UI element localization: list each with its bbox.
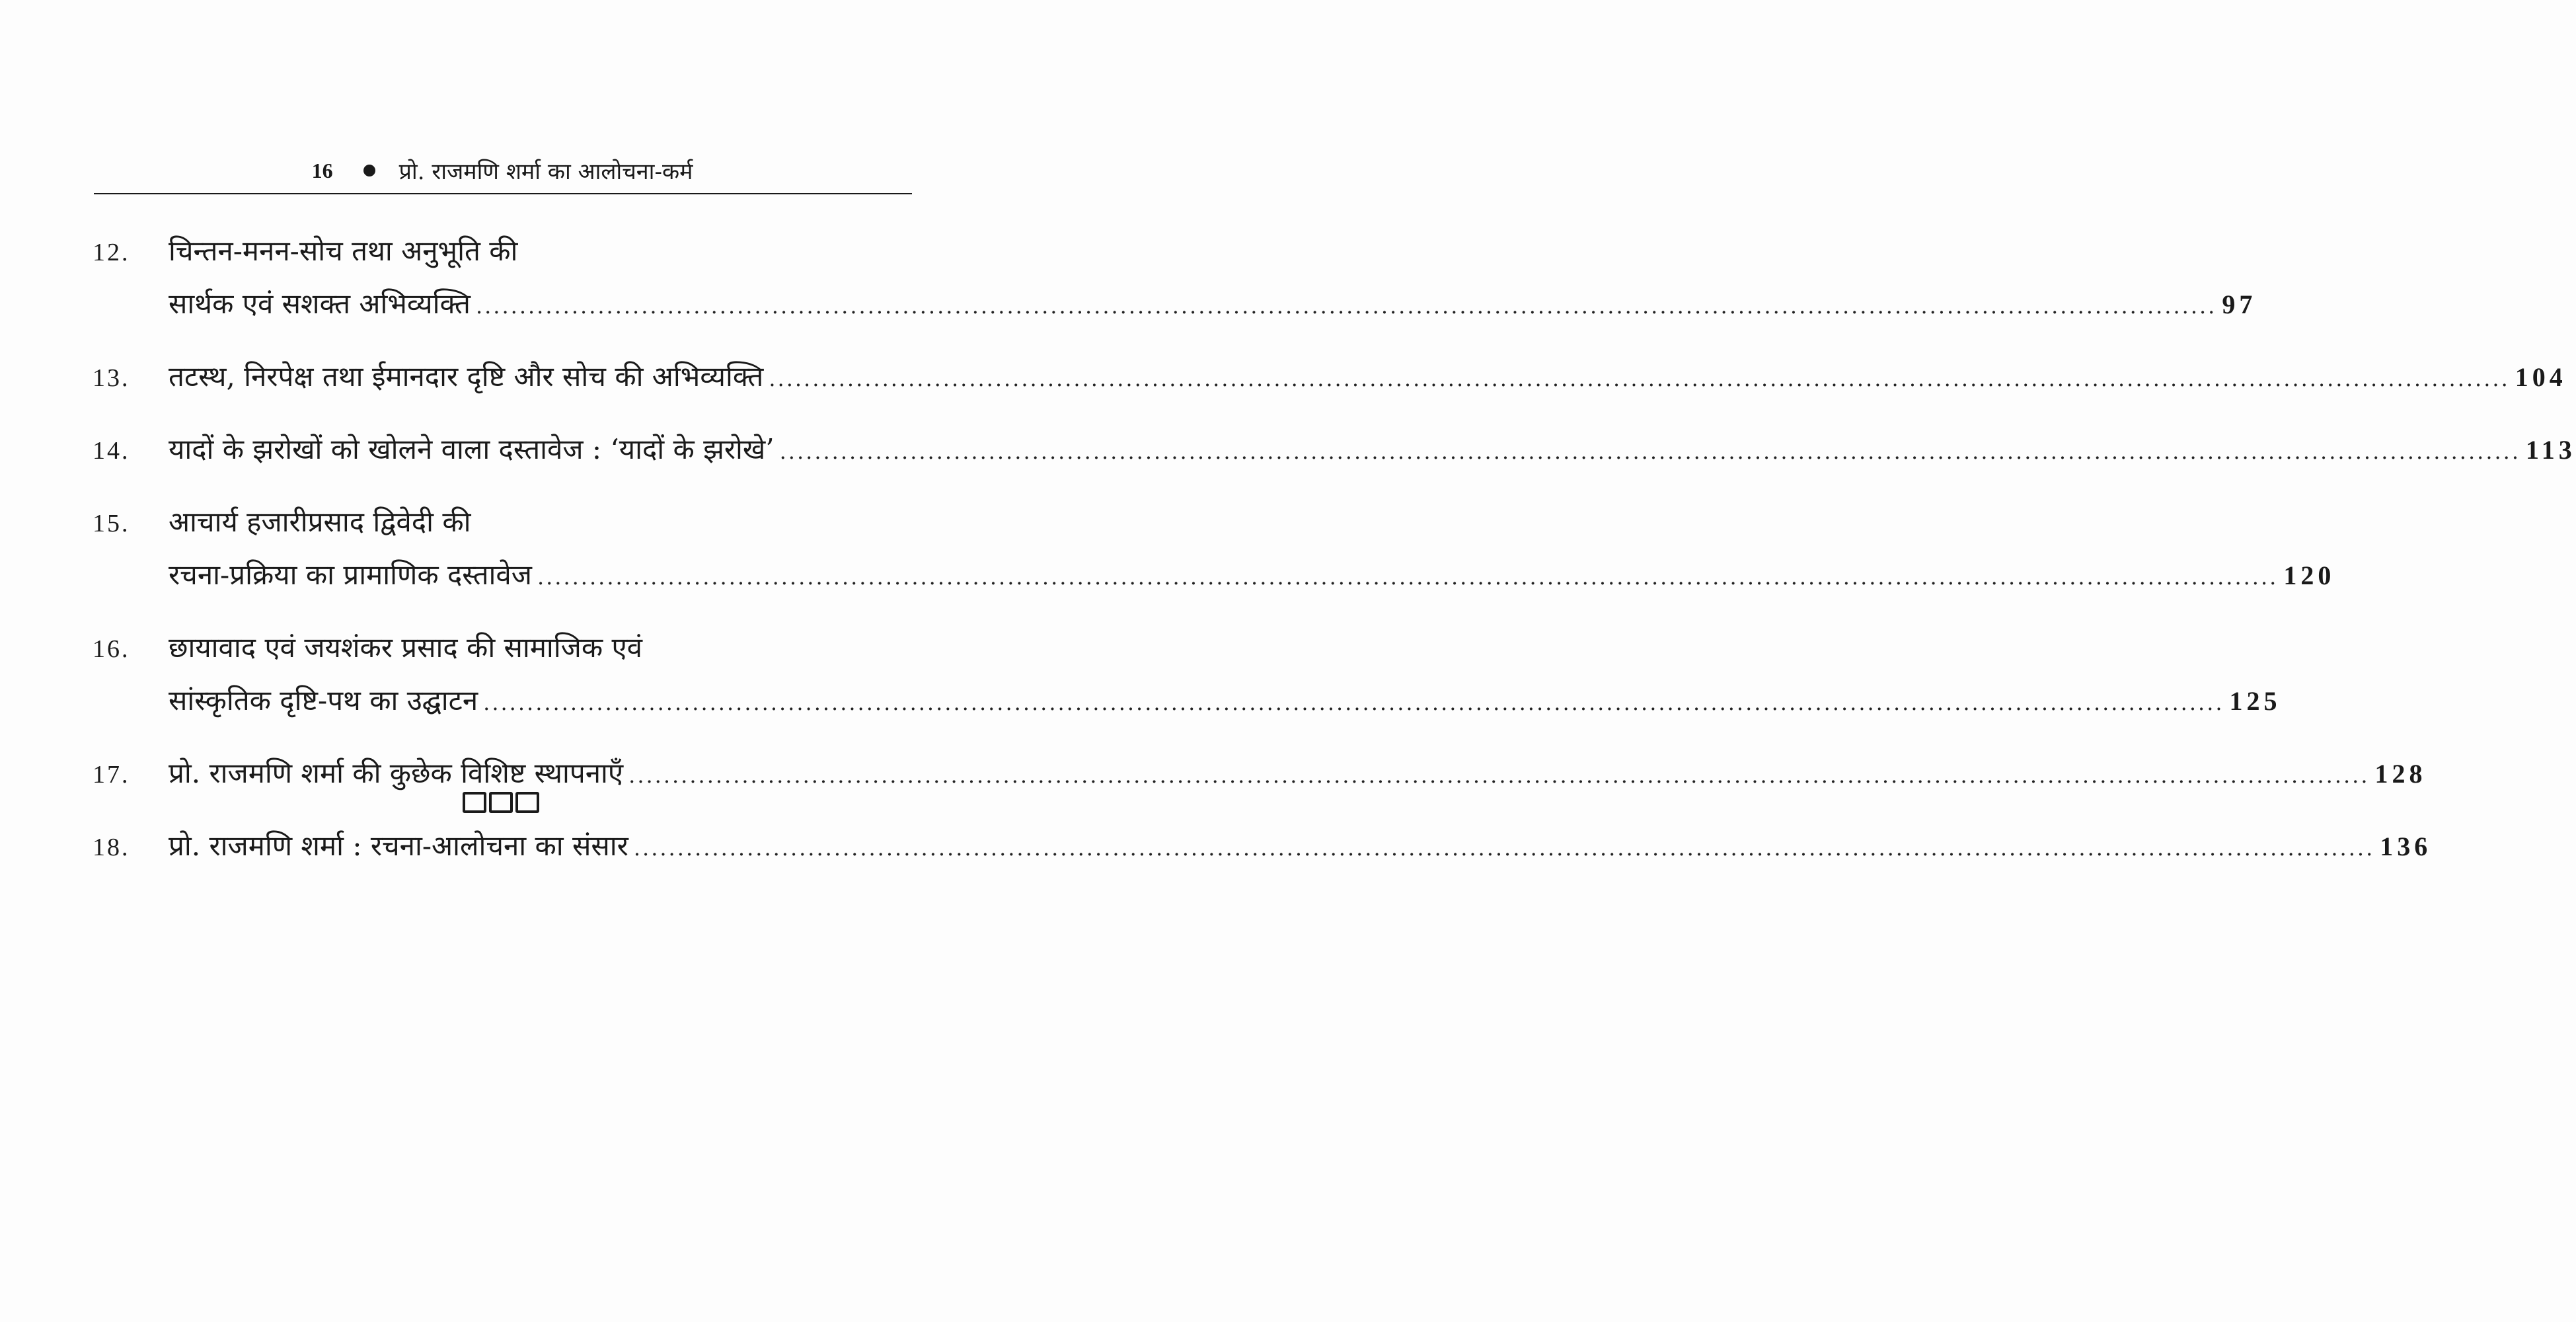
dot-leader: ........................................................................................................................................................................................................ [537, 564, 2279, 590]
dot-leader: ........................................................................................................................................................................................................ [483, 690, 2224, 715]
toc-entry-page: 120 [2283, 561, 2335, 590]
toc-entry-number: 17. [93, 761, 130, 789]
toc-entry-title-cont: सांस्कृतिक दृष्टि-पथ का उद्घाटन [169, 684, 478, 717]
running-header [93, 151, 912, 190]
square-icon [463, 792, 486, 813]
running-title: प्रो. राजमणि शर्मा का आलोचना-कर्म [398, 159, 693, 185]
header-divider [94, 193, 912, 194]
dot-leader: ........................................................................................................................................................................................................ [633, 836, 2375, 861]
square-icon [489, 792, 513, 813]
bullet-icon [363, 165, 375, 176]
dot-leader: ........................................................................................................................................................................................................ [475, 293, 2217, 319]
square-icon [515, 792, 539, 813]
toc-entry-13[interactable] [93, 350, 2567, 403]
toc-entry-14[interactable] [93, 423, 2576, 476]
toc-entry-number: 15. [93, 510, 130, 537]
toc-entry-page: 97 [2222, 290, 2257, 319]
toc-entry-12[interactable] [93, 225, 2257, 330]
toc-entry-18[interactable] [93, 820, 2432, 873]
toc-entry-title: तटस्थ, निरपेक्ष तथा ईमानदार दृष्टि और सोच की अभिव्यक्ति [169, 360, 764, 393]
toc-entry-number: 13. [93, 364, 130, 392]
toc-entry-title: यादों के झरोखों को खोलने वाला दस्तावेज : ‘यादों के झरोखे’ [169, 433, 775, 465]
end-of-section-mark [463, 792, 539, 813]
toc-entry-page: 128 [2374, 759, 2427, 789]
toc-entry-title-cont: रचना-प्रक्रिया का प्रामाणिक दस्तावेज [169, 559, 532, 591]
dot-leader: ........................................................................................................................................................................................................ [628, 763, 2370, 788]
toc-entry-number: 14. [93, 437, 130, 465]
toc-entry-title: चिन्तन-मनन-सोच तथा अनुभूति की [169, 235, 518, 267]
page-number: 16 [311, 158, 333, 182]
toc-entry-number: 16. [93, 635, 130, 663]
dot-leader: ........................................................................................................................................................................................................ [769, 366, 2510, 391]
toc-entry-title: प्रो. राजमणि शर्मा : रचना-आलोचना का संसार [169, 830, 628, 862]
toc-entry-page: 125 [2229, 686, 2281, 716]
dot-leader: ........................................................................................................................................................................................................ [779, 439, 2520, 464]
toc-entry-page: 136 [2380, 832, 2432, 861]
toc-entry-page: 104 [2515, 362, 2567, 392]
toc-entry-title: छायावाद एवं जयशंकर प्रसाद की सामाजिक एवं [169, 631, 643, 664]
toc-entry-number: 18. [93, 834, 130, 861]
toc-entry-page: 113 [2526, 435, 2576, 465]
toc-entry-16[interactable] [93, 621, 2281, 727]
toc-entry-title-cont: सार्थक एवं सशक्त अभिव्यक्ति [169, 288, 471, 320]
toc-entry-title: आचार्य हजारीप्रसाद द्विवेदी की [169, 506, 471, 538]
toc-entry-15[interactable] [93, 496, 2335, 602]
toc-entry-title: प्रो. राजमणि शर्मा की कुछेक विशिष्ट स्थापनाएँ [169, 757, 624, 789]
toc-entry-number: 12. [93, 239, 130, 266]
